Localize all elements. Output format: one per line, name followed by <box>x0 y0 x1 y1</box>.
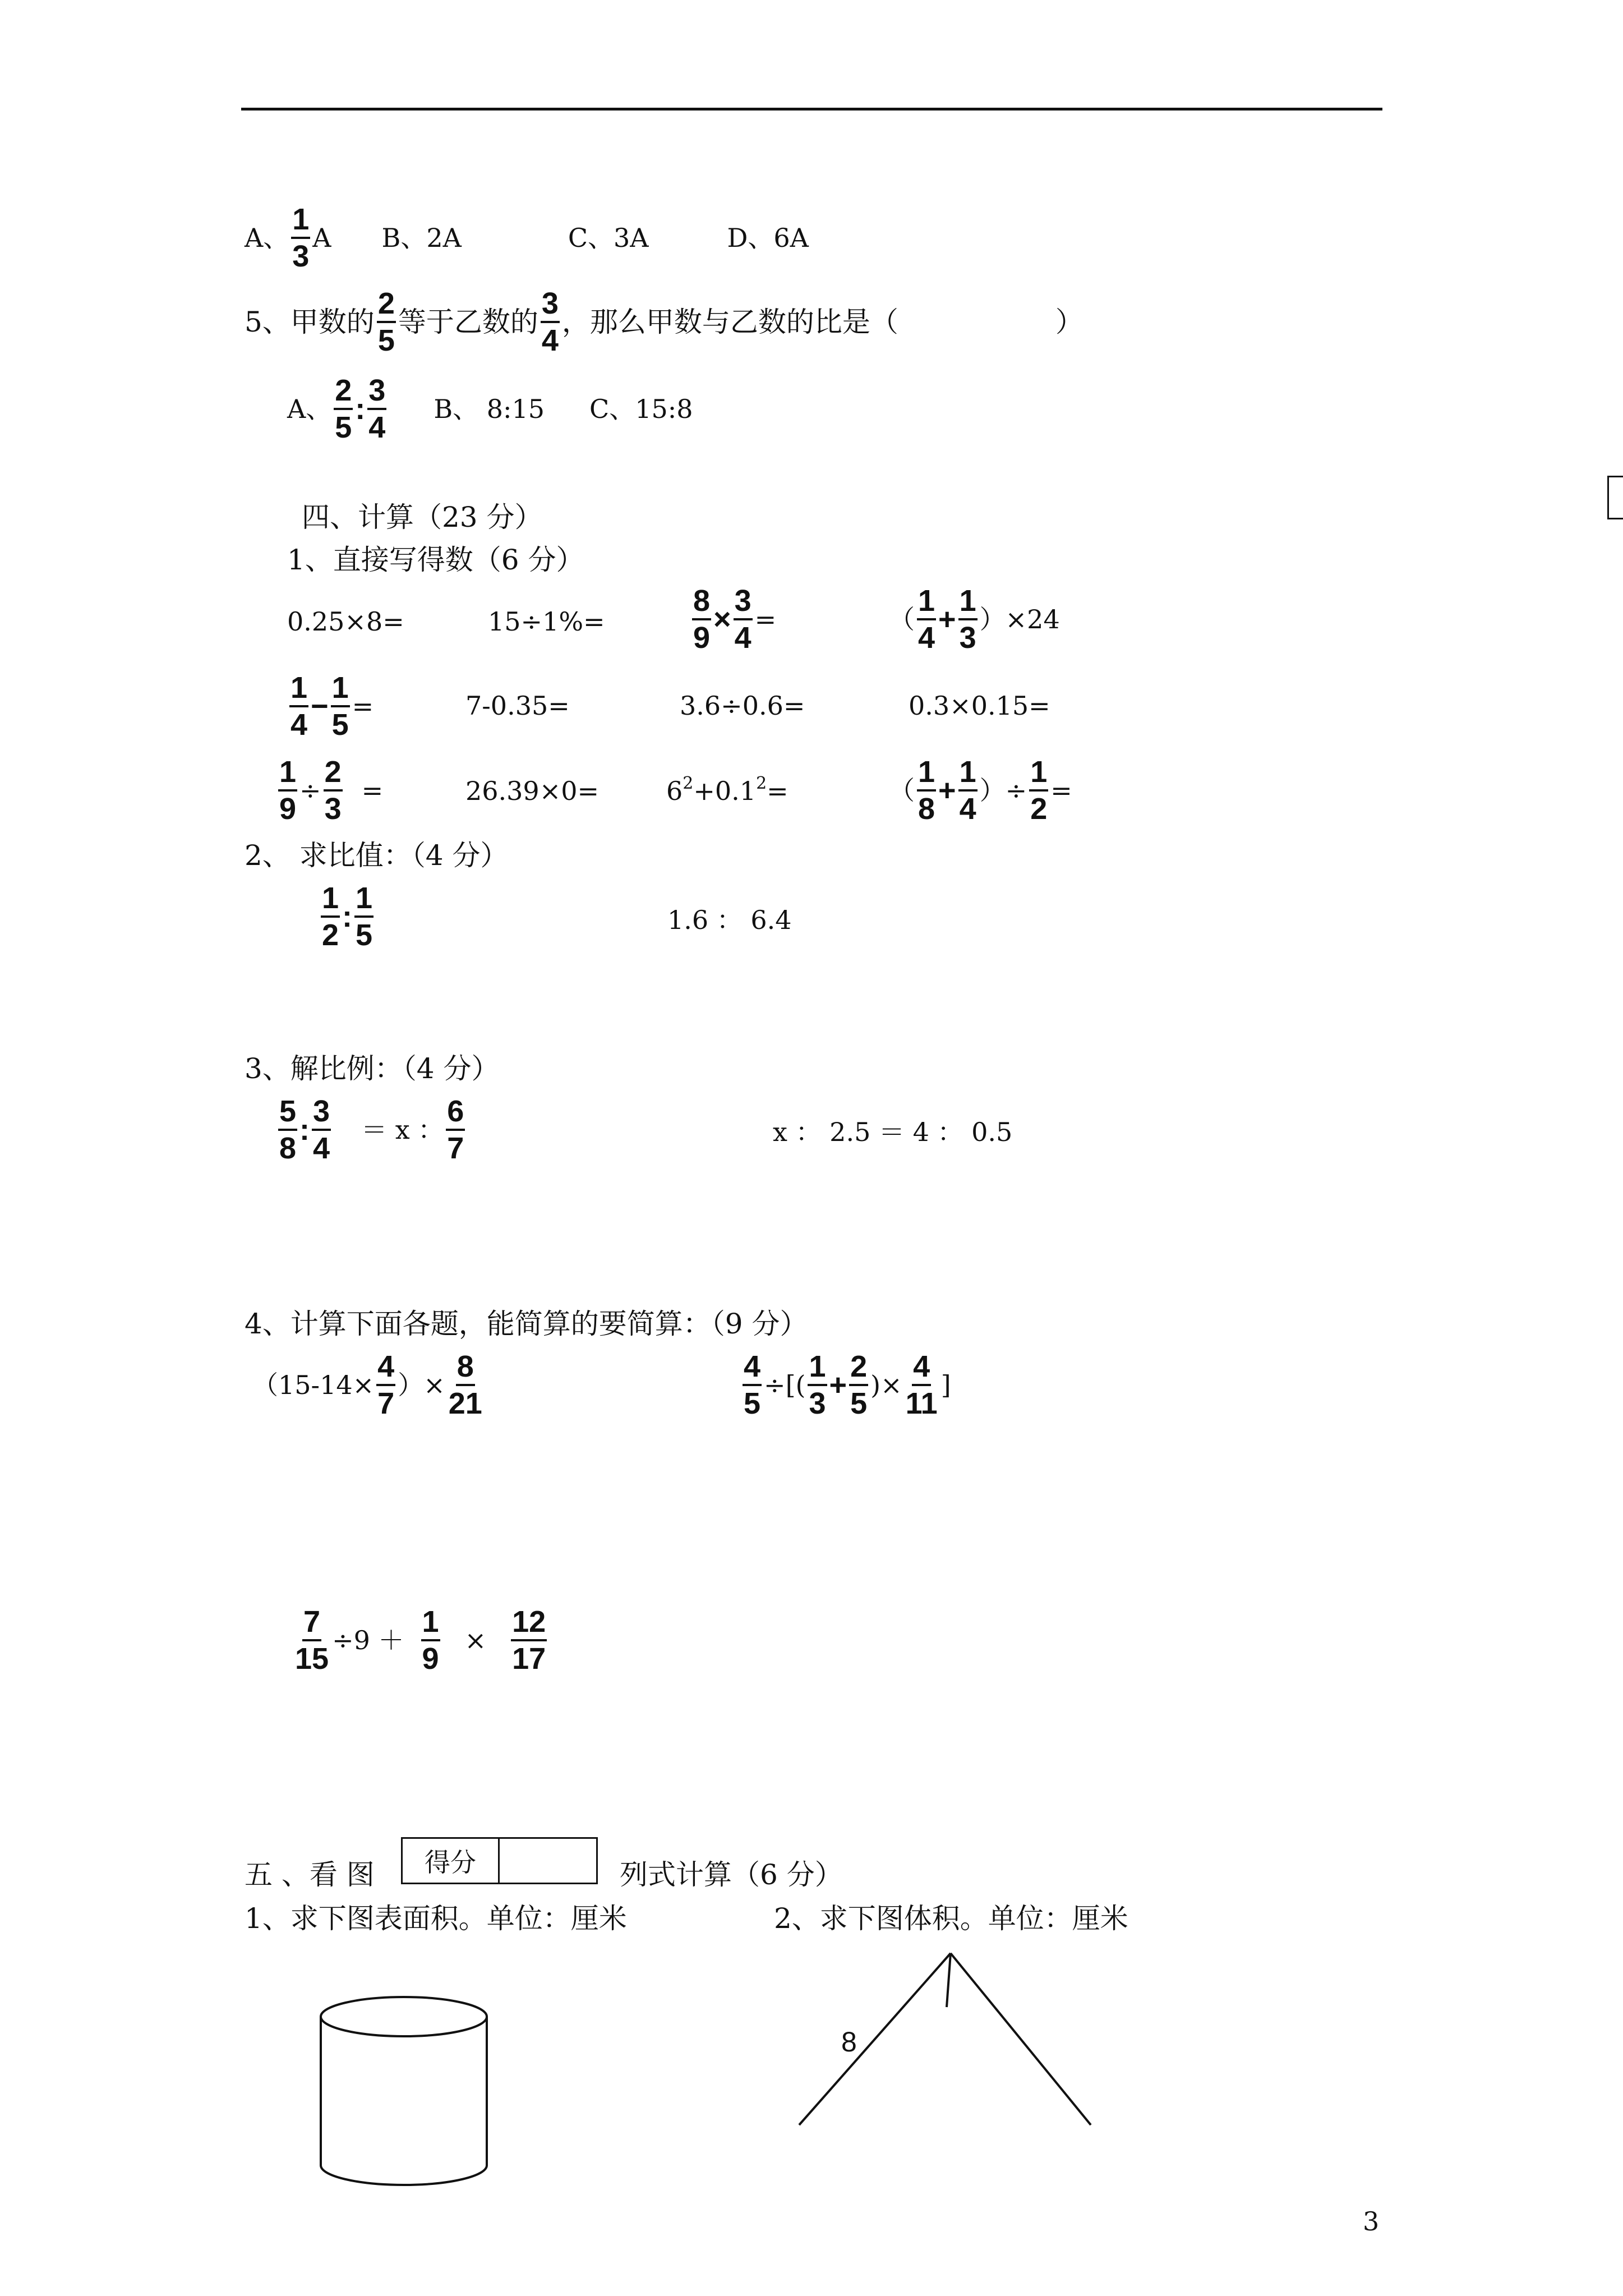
p3-b: x ： 2.5 ＝ 4 ： 0.5 <box>773 1117 1013 1147</box>
p2-a <box>319 881 376 953</box>
r1-c1: 0.25×8= <box>287 606 404 637</box>
fraction: $\frac{4}{7}$ <box>377 1350 395 1420</box>
q5-option-c: C、15:8 <box>589 394 693 424</box>
fraction: 1 3 <box>292 203 310 273</box>
fraction: 3 4 <box>368 374 386 444</box>
r3-c1 <box>276 754 383 826</box>
operator: + <box>938 774 956 807</box>
q5-option-b: B、 8:15 <box>434 394 545 424</box>
fraction: 1 4 <box>918 584 935 655</box>
fraction: 2 5 <box>335 374 352 444</box>
q5-options <box>287 373 693 445</box>
cylinder-bottom <box>321 2165 487 2185</box>
fraction: $\frac{8}{9}$ <box>693 584 711 655</box>
r1-c4 <box>889 583 1060 655</box>
fraction: $\frac{2}{5}$ <box>850 1350 868 1420</box>
fraction: $\frac{1}{5}$ <box>331 671 349 742</box>
fraction: $\frac{1}{9}$ <box>422 1605 439 1676</box>
paren: ）×24 <box>979 604 1060 634</box>
paren: ）÷ <box>979 775 1027 806</box>
section5-q2: 2、求下图体积。单位：厘米 <box>774 1902 1128 1935</box>
expression-text: ）× <box>398 1370 445 1400</box>
fraction: $\frac{1}{3}$ <box>959 584 976 655</box>
fraction: 3 4 <box>313 1094 330 1165</box>
fraction: 2 5 <box>377 287 395 357</box>
fraction: 1 4 <box>291 671 308 742</box>
q5-text: 5、甲数的 <box>245 306 375 338</box>
fraction: $\frac{4}{11}$ <box>905 1350 938 1420</box>
fraction: 1 2 <box>322 881 339 952</box>
equals: = <box>754 604 777 634</box>
r1-c2: 15÷1%= <box>488 606 605 637</box>
operator: + <box>829 1368 847 1402</box>
fraction: $\frac{7}{15}$ <box>295 1605 329 1676</box>
header-rule <box>241 108 1382 111</box>
score-box <box>401 1837 598 1884</box>
fraction: 1 8 <box>918 755 935 826</box>
paren: （ <box>889 775 915 806</box>
score-label: 得分 <box>403 1839 500 1883</box>
section4-title: 四、计算（23 分） <box>302 501 543 533</box>
q4-option-c: C、3A <box>568 223 649 253</box>
fraction: $\frac{1}{2}$ <box>1030 755 1048 826</box>
fraction: 3 4 <box>541 287 559 357</box>
q5-question <box>245 286 1083 358</box>
r3-c4 <box>889 754 1072 826</box>
r2-c1 <box>287 670 374 742</box>
cone-figure <box>791 1947 1105 2132</box>
q4-option-b: B、2A <box>381 223 462 253</box>
expression-text: )× <box>870 1370 902 1400</box>
p2-b: 1.6 ： 6.4 <box>667 905 792 935</box>
section5-title-a: 五 、看 图 <box>245 1858 375 1891</box>
expression-text: ÷9 ＋ <box>332 1625 404 1655</box>
fraction: $\frac{2}{3}$ <box>324 755 342 826</box>
section5-title-b: 列式计算（6 分） <box>620 1858 843 1891</box>
fraction: $\frac{8}{21}$ <box>448 1350 482 1420</box>
operator: ÷ <box>299 775 321 806</box>
page-number: 3 <box>1363 2206 1380 2237</box>
part1-title: 1、直接写得数（6 分） <box>287 544 584 576</box>
cone-height-line <box>947 1953 951 2007</box>
r2-c2: 7-0.35= <box>465 691 570 721</box>
expression-text: × <box>464 1625 487 1655</box>
fraction: 5 8 <box>279 1094 297 1165</box>
r3-c2: 26.39×0= <box>465 776 600 806</box>
fraction: 6 7 <box>447 1094 464 1165</box>
score-input[interactable] <box>500 1839 596 1883</box>
p3-a <box>276 1094 467 1166</box>
equals: = <box>1050 775 1072 806</box>
q5-answer-bracket: ） <box>1055 306 1083 338</box>
paren: （ <box>889 604 915 634</box>
proportion-middle: ＝ x ： <box>361 1115 444 1145</box>
q5-text: ，那么甲数与乙数的比是（ <box>561 306 898 338</box>
colon: : <box>299 1113 310 1147</box>
edge-mark <box>1607 476 1623 519</box>
fraction: $\frac{4}{5}$ <box>744 1350 761 1420</box>
q4-option-a-prefix: A、 <box>245 223 289 253</box>
fraction: $\frac{1}{9}$ <box>279 755 297 826</box>
r1-c3 <box>690 583 776 655</box>
operator: − <box>311 689 329 723</box>
cylinder-top <box>321 1997 487 2036</box>
fraction: $\frac{3}{4}$ <box>734 584 751 655</box>
p4-b <box>740 1349 951 1421</box>
q4-option-d: D、6A <box>727 223 809 253</box>
equals: = <box>352 691 374 721</box>
p4-c <box>292 1604 549 1676</box>
r2-c3: 3.6÷0.6= <box>680 691 805 721</box>
q4-options <box>245 202 809 274</box>
expression-text: ÷[( <box>764 1370 806 1400</box>
fraction: $\frac{1}{4}$ <box>959 755 976 826</box>
p4-a <box>252 1349 486 1421</box>
section5-q1: 1、求下图表面积。单位：厘米 <box>245 1902 627 1935</box>
operator: + <box>938 602 956 636</box>
q5-text: 等于乙数的 <box>398 306 538 338</box>
expression-text: （15-14× <box>252 1370 375 1400</box>
q5-option-a: A、 <box>287 394 332 424</box>
part4-title: 4、计算下面各题，能简算的要简算：（9 分） <box>245 1308 808 1340</box>
cone-left-edge <box>799 1953 951 2125</box>
colon: : <box>342 900 353 933</box>
colon: : <box>355 392 366 426</box>
expression-text: ] <box>940 1370 951 1400</box>
equals: = <box>361 775 384 806</box>
q4-option-a-suffix: A <box>312 223 331 253</box>
fraction: 1 5 <box>356 881 373 952</box>
r2-c4: 0.3×0.15= <box>909 691 1050 721</box>
r3-c3: $6^2+0.1^2=$ <box>666 774 789 806</box>
operator: × <box>713 602 731 636</box>
part2-title: 2、 求比值：（4 分） <box>245 839 509 872</box>
cylinder-figure <box>314 1986 494 2199</box>
part3-title: 3、解比例：（4 分） <box>245 1052 500 1085</box>
fraction: 1 3 <box>809 1350 826 1420</box>
fraction: $\frac{12}{17}$ <box>512 1605 546 1676</box>
cone-label: 8 <box>841 2026 857 2058</box>
cone-right-edge <box>951 1953 1091 2125</box>
